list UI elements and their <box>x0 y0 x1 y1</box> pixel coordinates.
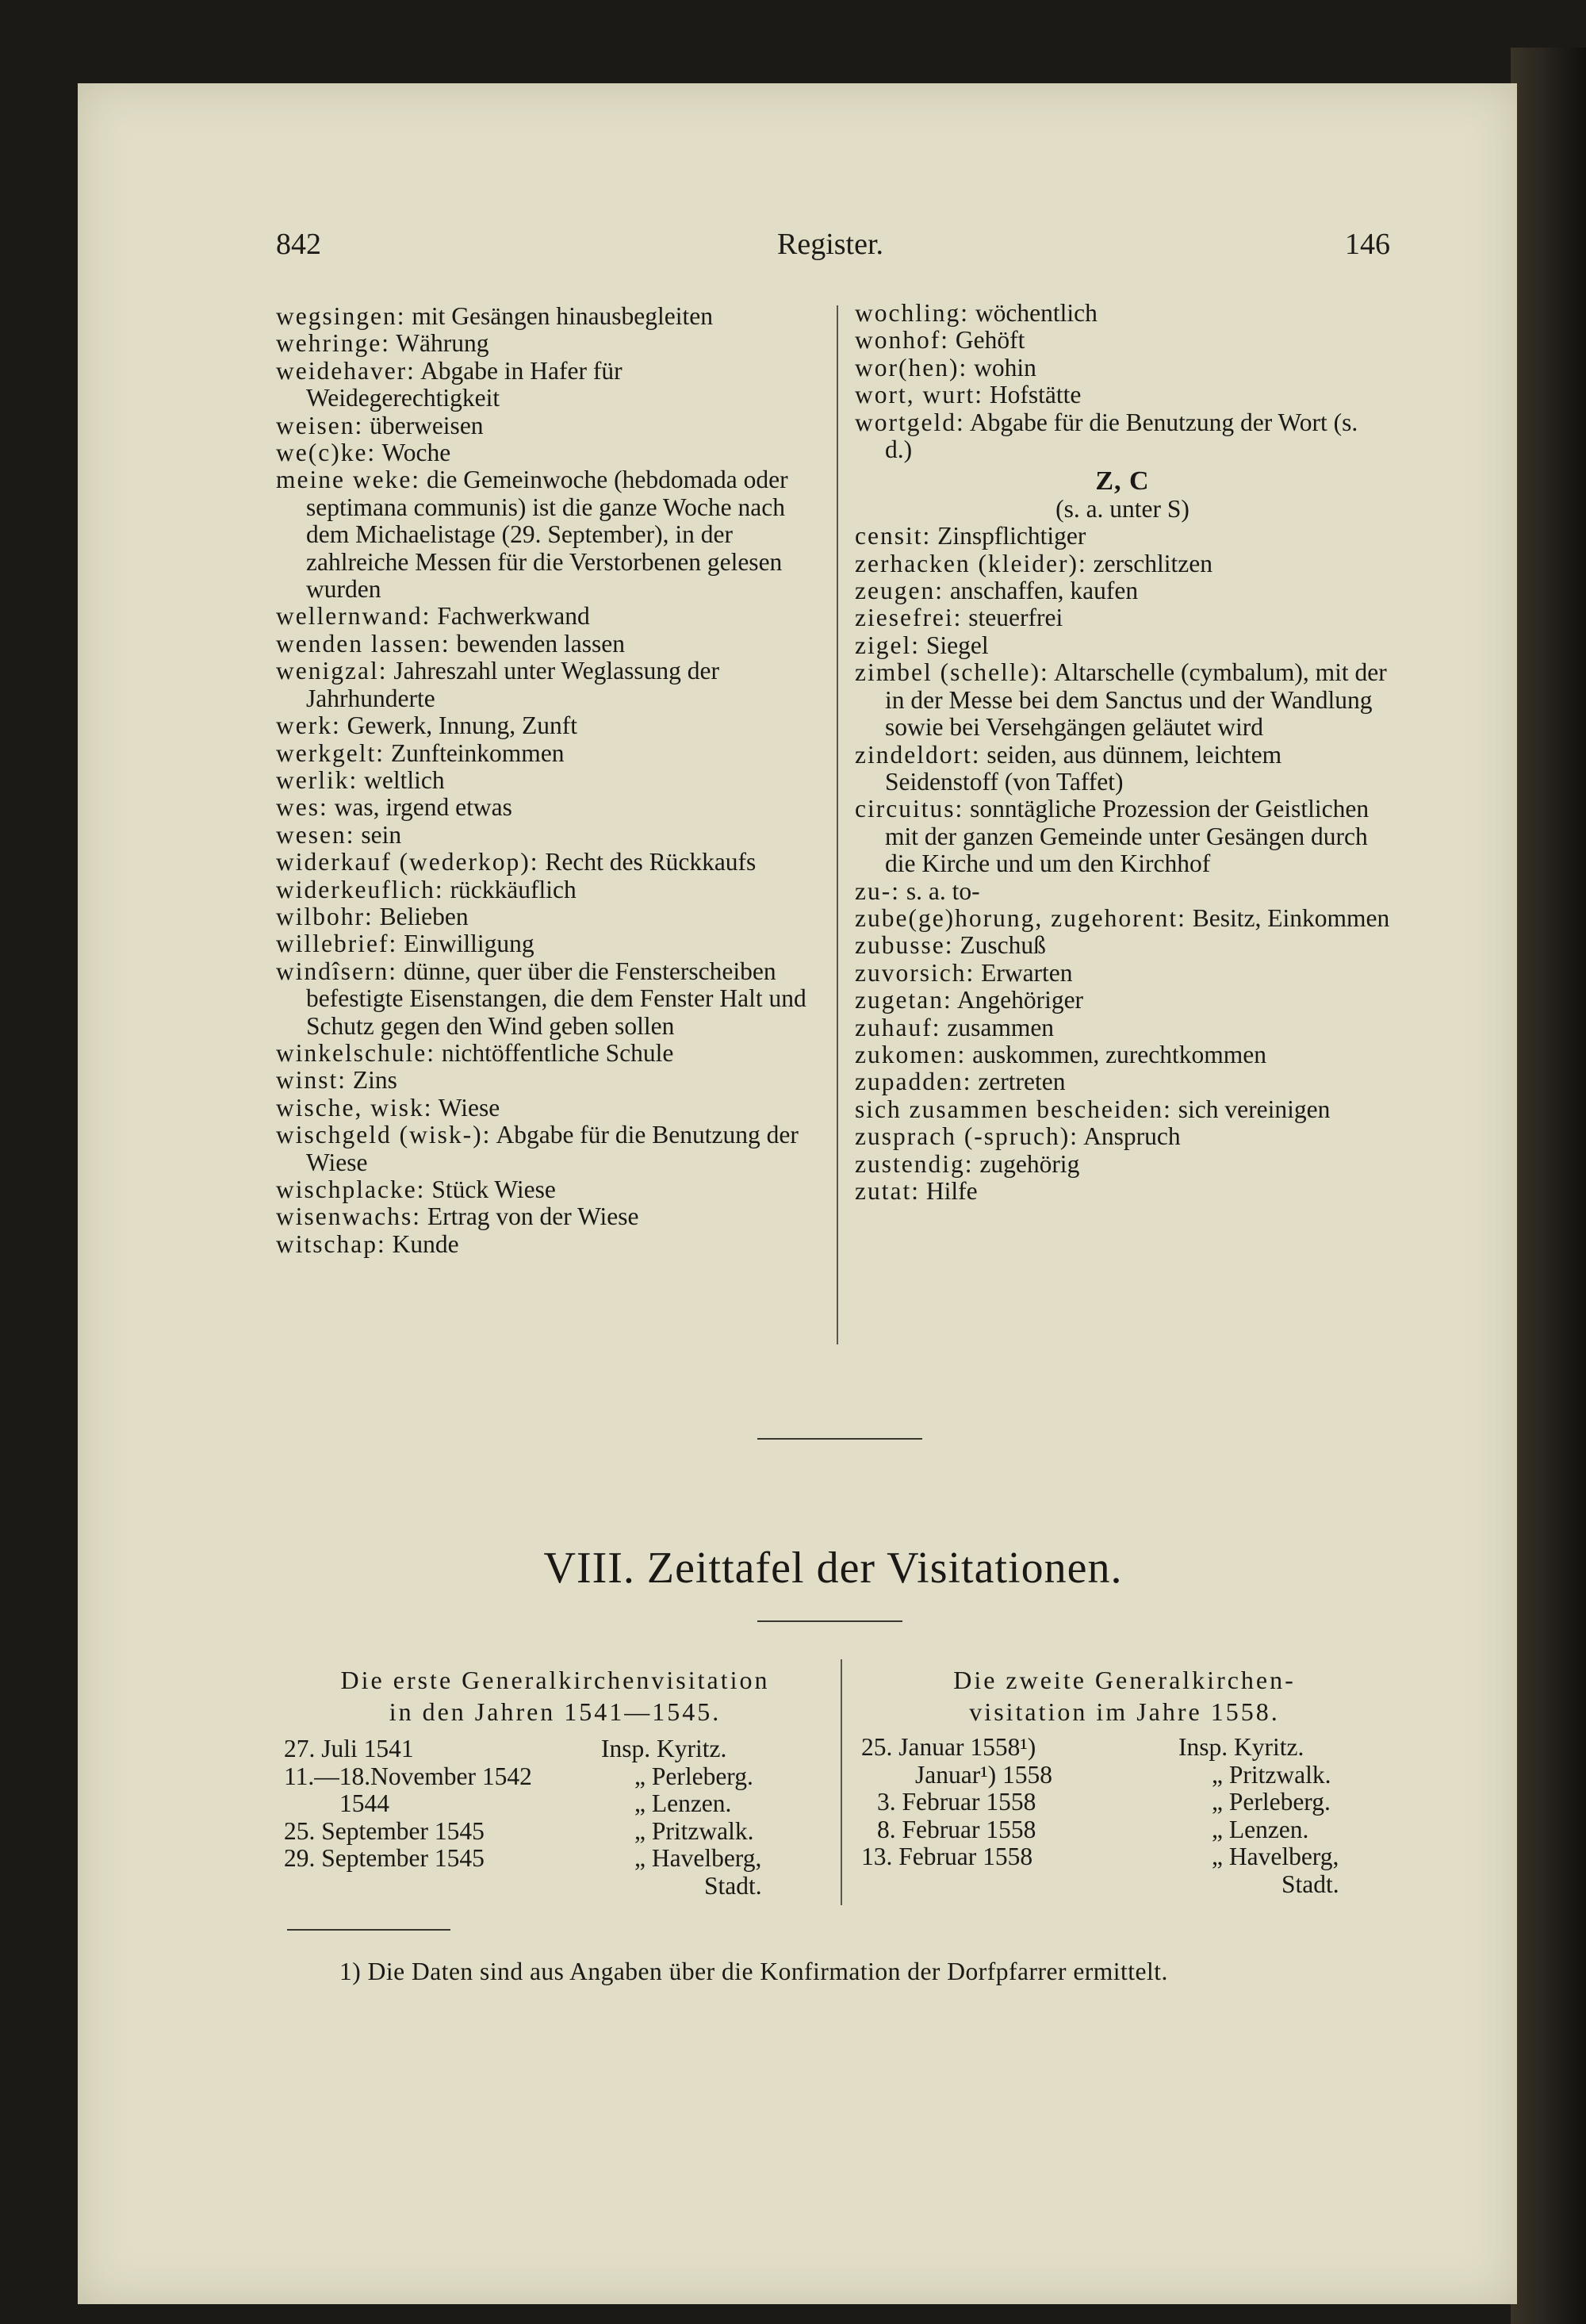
visitation-date: 1544 <box>339 1789 389 1817</box>
entry-definition: zusammen <box>947 1013 1055 1041</box>
glossary-entry <box>855 1096 1390 1123</box>
entry-term: witschap: <box>276 1229 386 1258</box>
entry-term: widerkeuflich: <box>276 875 444 903</box>
footnote-rule <box>287 1929 450 1931</box>
entry-term: wenden lassen: <box>276 629 450 658</box>
entry-definition: Stück Wiese <box>431 1175 556 1203</box>
entry-definition: zugehörig <box>979 1149 1080 1178</box>
visitation-table-second <box>855 1664 1394 1898</box>
glossary-entry <box>855 523 1390 550</box>
glossary-entry <box>855 632 1390 659</box>
visitation-date: 25. September 1545 <box>284 1816 485 1845</box>
entry-definition: Zunfteinkommen <box>390 738 565 767</box>
entry-term: zindeldort: <box>855 740 981 769</box>
visitation-place: „ Pritzwalk. <box>1212 1760 1331 1789</box>
glossary-entry <box>276 849 815 876</box>
glossary-entry <box>855 300 1390 327</box>
glossary-entry <box>855 409 1390 464</box>
entry-definition: Ertrag von der Wiese <box>427 1202 639 1231</box>
visitation-place: „ Havelberg, <box>634 1844 762 1872</box>
glossary-entry <box>276 658 815 712</box>
entry-term: zimbel (schelle): <box>855 658 1049 687</box>
glossary-entry <box>276 631 815 658</box>
visitation-place: Insp. Kyritz. <box>1178 1733 1304 1761</box>
visitation-date: 3. Februar 1558 <box>877 1788 1036 1816</box>
entry-term: zustendig: <box>855 1149 974 1178</box>
entry-definition: sonntägliche Prozession der Geistlichen mit der ganzen Gemeinde unter Gesängen durch die Kirche und um den Kirchhof <box>885 795 1370 878</box>
glossary-entry <box>276 1095 815 1122</box>
entry-term: werlik: <box>276 765 358 794</box>
entry-definition: wöchentlich <box>975 299 1098 327</box>
entry-definition: anschaffen, kaufen <box>949 577 1139 605</box>
glossary-entry <box>855 1123 1390 1150</box>
entry-term: wisenwachs: <box>276 1202 421 1231</box>
entry-definition: sich vereinigen <box>1178 1095 1331 1123</box>
section-heading-z: Z, C <box>1095 466 1150 497</box>
entry-term: wochling: <box>855 299 969 327</box>
entry-term: meine weke: <box>276 466 421 494</box>
visitation-place: Insp. Kyritz. <box>601 1735 727 1762</box>
table-row <box>278 1790 833 1818</box>
visitation-date: 27. Juli 1541 <box>284 1735 414 1762</box>
glossary-entry <box>855 1041 1390 1068</box>
entry-definition: seiden, aus dünnem, leichtem Seidenstoff (von Taffet) <box>885 740 1282 796</box>
glossary-entry <box>855 550 1390 577</box>
visitation-date: 25. Januar 1558¹) <box>861 1733 1036 1761</box>
glossary-entry <box>855 355 1390 382</box>
entry-term: zuvorsich: <box>855 958 975 987</box>
glossary-entry <box>276 1067 815 1094</box>
glossary-entry <box>855 932 1390 959</box>
page-header <box>276 227 1390 267</box>
entry-definition: Hilfe <box>925 1177 978 1205</box>
entry-term: winkelschule: <box>276 1038 435 1067</box>
glossary-entry <box>276 603 815 630</box>
glossary-entry <box>276 466 815 603</box>
entry-definition: auskommen, zurechtkommen <box>972 1040 1266 1068</box>
entry-definition: überweisen <box>370 411 484 439</box>
entry-term: wor(hen): <box>855 353 968 382</box>
glossary-entry <box>855 604 1390 631</box>
entry-definition: bewenden lassen <box>456 629 626 658</box>
glossary-entry <box>276 740 815 767</box>
glossary-entry <box>276 1176 815 1203</box>
entry-term: zusprach (-spruch): <box>855 1122 1079 1151</box>
glossary-entry <box>276 330 815 357</box>
glossary-entry <box>855 577 1390 604</box>
entry-term: zukomen: <box>855 1040 967 1068</box>
glossary-entry <box>276 1203 815 1230</box>
entry-term: circuitus: <box>855 795 964 823</box>
entry-definition: Recht des Rückkaufs <box>545 848 757 876</box>
entry-definition: Zins <box>352 1066 397 1095</box>
entry-term: zupadden: <box>855 1068 972 1096</box>
entry-term: wellernwand: <box>276 602 431 631</box>
entry-definition: wohin <box>974 353 1036 382</box>
entry-term: ziesefrei: <box>855 604 963 632</box>
glossary-entry <box>276 712 815 739</box>
entry-term: zu-: <box>855 876 900 905</box>
title-underline-rule <box>757 1620 902 1622</box>
entry-definition: Zuschuß <box>960 931 1046 960</box>
entry-term: wes: <box>276 793 328 822</box>
table-row <box>278 1763 833 1791</box>
entry-definition: Angehöriger <box>956 986 1084 1014</box>
glossary-entry <box>855 796 1390 877</box>
entry-definition: Wiese <box>438 1093 500 1122</box>
glossary-entry <box>276 303 815 330</box>
table-heading: Die zweite Generalkirchen- <box>953 1666 1296 1694</box>
visitation-date: 13. Februar 1558 <box>861 1843 1033 1870</box>
entry-term: werk: <box>276 711 341 740</box>
entry-definition: Anspruch <box>1083 1122 1181 1151</box>
visitation-place: „ Lenzen. <box>1212 1815 1309 1843</box>
table-row <box>278 1735 833 1763</box>
entry-definition: Abgabe für die Benutzung der Wort (s. d.) <box>885 408 1358 464</box>
glossary-entry <box>276 903 815 930</box>
page-number-right: 146 <box>1345 228 1390 261</box>
entry-term: winst: <box>276 1066 347 1095</box>
entry-term: willebrief: <box>276 930 398 958</box>
entry-term: wortgeld: <box>855 408 965 436</box>
entry-definition: Woche <box>381 439 451 467</box>
entry-definition: Einwilligung <box>404 930 534 958</box>
entry-definition: rückkäuflich <box>450 875 577 903</box>
entry-term: zube(ge)horung, zugehorent: <box>855 903 1186 932</box>
entry-term: wischgeld (wisk-): <box>276 1121 492 1149</box>
entry-definition: weltlich <box>364 765 445 794</box>
entry-definition: s. a. to- <box>906 876 980 905</box>
entry-term: zugetan: <box>855 986 952 1014</box>
column-divider <box>837 305 838 1344</box>
section-note: (s. a. unter S) <box>1055 494 1190 523</box>
entry-term: wesen: <box>276 820 355 849</box>
glossary-entry <box>276 1040 815 1067</box>
entry-definition: Besitz, Einkommen <box>1192 903 1390 932</box>
table-heading: in den Jahren 1541—1545. <box>389 1697 722 1726</box>
table-row <box>855 1816 1394 1844</box>
glossary-entry <box>855 1014 1390 1041</box>
entry-definition: Abgabe in Hafer für Weidegerechtigkeit <box>306 356 623 412</box>
entry-term: zuhauf: <box>855 1013 941 1041</box>
entry-term: werkgelt: <box>276 738 385 767</box>
glossary-entry <box>276 767 815 794</box>
entry-definition: Siegel <box>925 631 989 659</box>
entry-definition: Altarschelle (cymbalum), mit der in der Messe bei dem Sanctus und der Wandlung sowie bei Versehgängen geläutet wird <box>885 658 1387 742</box>
glossary-entry <box>276 1122 815 1176</box>
glossary-entry <box>855 659 1390 741</box>
table-row <box>278 1818 833 1846</box>
visitation-place: „ Pritzwalk. <box>634 1816 754 1845</box>
table-row <box>855 1871 1394 1899</box>
table-row <box>855 1762 1394 1789</box>
section-title: VIII. Zeittafel der Visitationen. <box>543 1544 1123 1593</box>
entry-term: zerhacken (kleider): <box>855 549 1087 577</box>
visitation-table-first <box>278 1664 833 1900</box>
glossary-entry <box>855 1151 1390 1178</box>
entry-term: weidehaver: <box>276 356 416 385</box>
entry-definition: Währung <box>396 329 489 358</box>
entry-definition: dünne, quer über die Fensterscheiben befestigte Eisenstangen, die dem Fenster Halt und Schutz gegen den Wind geben sollen <box>306 957 806 1040</box>
table-row <box>855 1734 1394 1762</box>
glossary-entry <box>855 878 1390 905</box>
visitation-place: Stadt. <box>704 1871 762 1900</box>
glossary-entry <box>855 1178 1390 1205</box>
visitation-place: Stadt. <box>1281 1870 1339 1898</box>
visitation-place: „ Perleberg. <box>634 1762 753 1790</box>
running-title: Register. <box>777 228 884 261</box>
glossary-entry <box>276 412 815 439</box>
visitation-place: „ Perleberg. <box>1212 1788 1331 1816</box>
glossary-entry <box>855 327 1390 354</box>
glossary-entry <box>276 439 815 466</box>
table-row <box>278 1845 833 1873</box>
visitation-place: „ Havelberg, <box>1212 1843 1339 1870</box>
entry-term: wonhof: <box>855 326 949 355</box>
section-separator-rule <box>757 1438 922 1440</box>
table-column-divider <box>841 1659 842 1905</box>
glossary-entry <box>276 1231 815 1258</box>
glossary-entry <box>855 742 1390 796</box>
entry-term: wehringe: <box>276 329 390 358</box>
glossary-entry <box>276 930 815 957</box>
entry-definition: Hofstätte <box>989 381 1082 409</box>
glossary-entry <box>855 987 1390 1014</box>
page-number-left: 842 <box>276 228 321 261</box>
entry-definition: Belieben <box>379 902 469 930</box>
entry-definition: sein <box>361 820 402 849</box>
entry-term: wenigzal: <box>276 657 388 685</box>
entry-definition: zertreten <box>978 1068 1066 1096</box>
glossary-entry <box>276 876 815 903</box>
book-binding-edge <box>1511 48 1586 2324</box>
glossary-right-column <box>855 300 1390 1205</box>
entry-term: wische, wisk: <box>276 1093 433 1122</box>
visitation-date: 11.—18.November 1542 <box>284 1762 532 1790</box>
entry-definition: steuerfrei <box>968 604 1063 632</box>
entry-definition: mit Gesängen hinausbegleiten <box>412 302 714 330</box>
table-row <box>855 1789 1394 1816</box>
glossary-entry <box>276 794 815 821</box>
entry-definition: Gewerk, Innung, Zunft <box>347 711 578 740</box>
visitation-date: 29. September 1545 <box>284 1844 485 1872</box>
entry-term: zeugen: <box>855 577 944 605</box>
entry-definition: Fachwerkwand <box>437 602 590 631</box>
table-row <box>855 1843 1394 1871</box>
glossary-entry <box>276 358 815 412</box>
entry-term: sich zusammen bescheiden: <box>855 1095 1172 1123</box>
table-row <box>278 1873 833 1900</box>
glossary-entry <box>855 960 1390 987</box>
glossary-entry <box>276 958 815 1040</box>
visitation-date: Januar¹) 1558 <box>915 1760 1053 1789</box>
entry-term: weisen: <box>276 411 364 439</box>
entry-term: wegsingen: <box>276 302 406 330</box>
entry-term: wischplacke: <box>276 1175 426 1203</box>
visitation-date: 8. Februar 1558 <box>877 1815 1036 1843</box>
entry-term: censit: <box>855 522 932 550</box>
entry-term: wilbohr: <box>276 902 374 930</box>
entry-definition: Erwarten <box>981 958 1073 987</box>
entry-term: wort, wurt: <box>855 381 983 409</box>
glossary-entry <box>276 822 815 849</box>
glossary-left-column <box>276 303 815 1258</box>
entry-definition: Kunde <box>392 1229 459 1258</box>
entry-term: widerkauf (wederkop): <box>276 848 539 876</box>
table-heading: visitation im Jahre 1558. <box>969 1697 1280 1726</box>
entry-term: windîsern: <box>276 957 397 985</box>
entry-definition: die Gemeinwoche (hebdomada oder septimana communis) ist die ganze Woche nach dem Michaelistage (29. September), in der zahlreiche Messen für die Verstorbenen gelesen wurden <box>306 466 788 604</box>
glossary-entry <box>855 382 1390 408</box>
glossary-entry <box>855 905 1390 932</box>
entry-definition: Gehöft <box>955 326 1025 355</box>
entry-definition: Abgabe für die Benutzung der Wiese <box>306 1121 799 1176</box>
glossary-entry <box>855 1068 1390 1095</box>
entry-term: zubusse: <box>855 931 954 960</box>
entry-definition: zerschlitzen <box>1093 549 1213 577</box>
entry-definition: Zinspflichtiger <box>937 522 1086 550</box>
entry-definition: Jahreszahl unter Weglassung der Jahrhunderte <box>306 657 719 712</box>
visitation-place: „ Lenzen. <box>634 1789 732 1817</box>
entry-definition: was, irgend etwas <box>334 793 512 822</box>
entry-term: zigel: <box>855 631 920 659</box>
entry-definition: nichtöffentliche Schule <box>441 1038 674 1067</box>
table-heading: Die erste Generalkirchenvisitation <box>340 1666 770 1694</box>
entry-term: we(c)ke: <box>276 439 377 467</box>
footnote: 1) Die Daten sind aus Angaben über die Konfirmation der Dorfpfarrer ermittelt. <box>339 1958 1168 1985</box>
entry-term: zutat: <box>855 1177 920 1205</box>
